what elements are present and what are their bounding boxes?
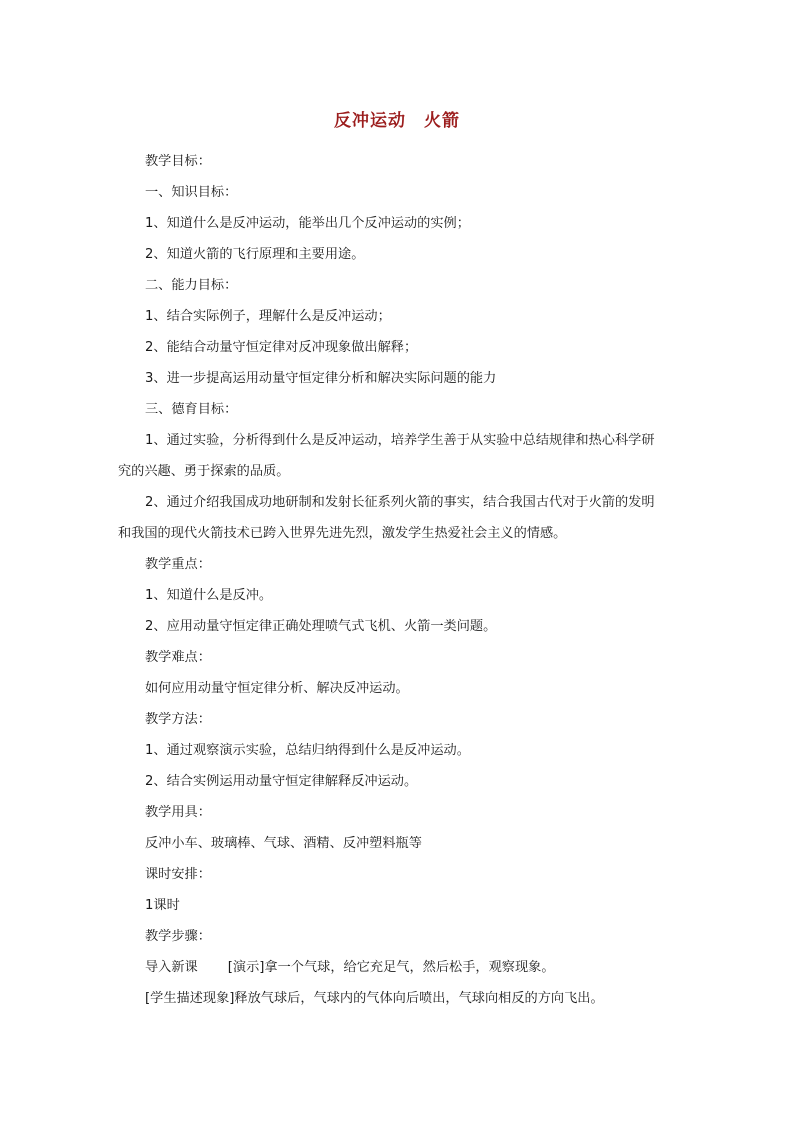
heading-steps: 教学步骤： [145, 929, 211, 944]
schedule-text: 1课时 [145, 898, 180, 913]
heading-moral-objectives: 三、德育目标： [145, 402, 238, 417]
heading-methods: 教学方法： [145, 712, 211, 727]
heading-difficulties: 教学难点： [145, 650, 211, 665]
method-1: 1、通过观察演示实验，总结归纳得到什么是反冲运动。 [145, 743, 470, 758]
heading-teaching-aids: 教学用具： [145, 805, 211, 820]
intro-label: 导入新课 [145, 960, 198, 975]
student-description: [学生描述现象]释放气球后，气球内的气体向后喷出，气球向相反的方向飞出。 [145, 991, 604, 1006]
difficulty-text: 如何应用动量守恒定律分析、解决反冲运动。 [145, 681, 409, 696]
key-point-1: 1、知道什么是反冲。 [145, 588, 273, 603]
ability-item-3: 3、进一步提高运用动量守恒定律分析和解决实际问题的能力 [145, 371, 497, 386]
moral-item-1-line-2: 究的兴趣、勇于探索的品质。 [118, 464, 290, 479]
moral-item-2-line-2: 和我国的现代火箭技术已跨入世界先进先烈，激发学生热爱社会主义的情感。 [118, 526, 567, 541]
knowledge-item-1: 1、知道什么是反冲运动，能举出几个反冲运动的实例； [145, 216, 470, 231]
heading-teaching-objectives: 教学目标： [145, 154, 211, 169]
intro-line [145, 952, 687, 983]
teaching-aids-list: 反冲小车、玻璃棒、气球、酒精、反冲塑料瓶等 [145, 836, 422, 851]
ability-item-2: 2、能结合动量守恒定律对反冲现象做出解释； [145, 340, 418, 355]
document-body [118, 146, 687, 1014]
method-2: 2、结合实例运用动量守恒定律解释反冲运动。 [145, 774, 418, 789]
moral-item-2-line-1: 2、通过介绍我国成功地研制和发射长征系列火箭的事实，结合我国古代对于火箭的发明 [145, 495, 655, 510]
document-title: 反冲运动 火箭 [334, 111, 460, 131]
intro-text: [演示]拿一个气球，给它充足气，然后松手，观察现象。 [227, 960, 555, 975]
heading-ability-objectives: 二、能力目标： [145, 278, 238, 293]
knowledge-item-2: 2、知道火箭的飞行原理和主要用途。 [145, 247, 365, 262]
moral-item-1-line-1: 1、通过实验，分析得到什么是反冲运动，培养学生善于从实验中总结规律和热心科学研 [145, 433, 655, 448]
heading-knowledge-objectives: 一、知识目标： [145, 185, 238, 200]
heading-key-points: 教学重点： [145, 557, 211, 572]
key-point-2: 2、应用动量守恒定律正确处理喷气式飞机、火箭一类问题。 [145, 619, 497, 634]
heading-schedule: 课时安排： [145, 867, 211, 882]
ability-item-1: 1、结合实际例子，理解什么是反冲运动； [145, 309, 391, 324]
